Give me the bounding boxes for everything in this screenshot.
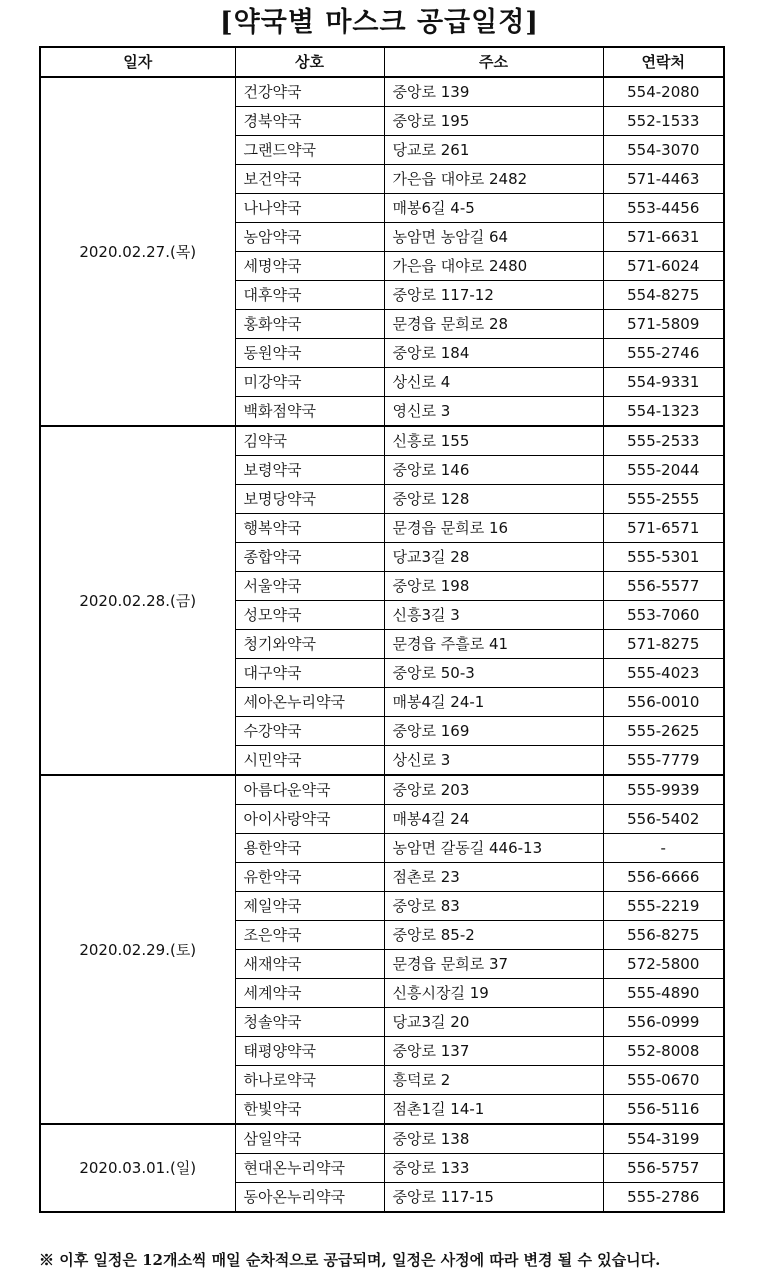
pharmacy-name-cell: 새재약국 bbox=[235, 950, 384, 979]
address-cell: 중앙로 184 bbox=[384, 339, 603, 368]
address-cell: 중앙로 195 bbox=[384, 107, 603, 136]
supply-date-cell: 2020.02.29.(토) bbox=[40, 775, 235, 1124]
pharmacy-name-cell: 세아온누리약국 bbox=[235, 688, 384, 717]
pharmacy-name-cell: 나나약국 bbox=[235, 194, 384, 223]
phone-cell: 552-8008 bbox=[603, 1037, 724, 1066]
phone-cell: 571-6571 bbox=[603, 514, 724, 543]
date-group bbox=[40, 77, 724, 426]
phone-cell: 555-2044 bbox=[603, 456, 724, 485]
phone-cell: 555-2625 bbox=[603, 717, 724, 746]
phone-cell: 556-5402 bbox=[603, 805, 724, 834]
address-cell: 중앙로 137 bbox=[384, 1037, 603, 1066]
phone-cell: 554-3199 bbox=[603, 1124, 724, 1154]
phone-cell: 556-5116 bbox=[603, 1095, 724, 1125]
phone-cell: 555-0670 bbox=[603, 1066, 724, 1095]
phone-cell: 554-1323 bbox=[603, 397, 724, 427]
pharmacy-name-cell: 행복약국 bbox=[235, 514, 384, 543]
pharmacy-name-cell: 삼일약국 bbox=[235, 1124, 384, 1154]
column-header-date: 일자 bbox=[40, 47, 235, 77]
address-cell: 점촌1길 14-1 bbox=[384, 1095, 603, 1125]
phone-cell: 571-6631 bbox=[603, 223, 724, 252]
phone-cell: 571-8275 bbox=[603, 630, 724, 659]
pharmacy-name-cell: 김약국 bbox=[235, 426, 384, 456]
address-cell: 중앙로 128 bbox=[384, 485, 603, 514]
date-group bbox=[40, 775, 724, 1124]
address-cell: 문경읍 문희로 16 bbox=[384, 514, 603, 543]
phone-cell: 555-2555 bbox=[603, 485, 724, 514]
pharmacy-name-cell: 보명당약국 bbox=[235, 485, 384, 514]
address-cell: 점촌로 23 bbox=[384, 863, 603, 892]
pharmacy-name-cell: 백화점약국 bbox=[235, 397, 384, 427]
pharmacy-name-cell: 제일약국 bbox=[235, 892, 384, 921]
pharmacy-name-cell: 농암약국 bbox=[235, 223, 384, 252]
phone-cell: 571-6024 bbox=[603, 252, 724, 281]
table-row bbox=[40, 775, 724, 805]
pharmacy-name-cell: 종합약국 bbox=[235, 543, 384, 572]
column-header-name: 상호 bbox=[235, 47, 384, 77]
phone-cell: 556-0999 bbox=[603, 1008, 724, 1037]
pharmacy-name-cell: 현대온누리약국 bbox=[235, 1154, 384, 1183]
pharmacy-name-cell: 홍화약국 bbox=[235, 310, 384, 339]
pharmacy-name-cell: 미강약국 bbox=[235, 368, 384, 397]
phone-cell: 554-3070 bbox=[603, 136, 724, 165]
column-header-phone: 연락처 bbox=[603, 47, 724, 77]
pharmacy-name-cell: 성모약국 bbox=[235, 601, 384, 630]
address-cell: 신흥로 155 bbox=[384, 426, 603, 456]
table-row bbox=[40, 77, 724, 107]
column-header-address: 주소 bbox=[384, 47, 603, 77]
phone-cell: 571-4463 bbox=[603, 165, 724, 194]
address-cell: 중앙로 138 bbox=[384, 1124, 603, 1154]
phone-cell: 555-9939 bbox=[603, 775, 724, 805]
phone-cell: 556-6666 bbox=[603, 863, 724, 892]
pharmacy-name-cell: 태평양약국 bbox=[235, 1037, 384, 1066]
date-group bbox=[40, 1124, 724, 1212]
address-cell: 당교로 261 bbox=[384, 136, 603, 165]
phone-cell: 555-2533 bbox=[603, 426, 724, 456]
supply-date-cell: 2020.03.01.(일) bbox=[40, 1124, 235, 1212]
pharmacy-name-cell: 보령약국 bbox=[235, 456, 384, 485]
address-cell: 매봉4길 24-1 bbox=[384, 688, 603, 717]
pharmacy-name-cell: 동원약국 bbox=[235, 339, 384, 368]
footnote: ※ 이후 일정은 12개소씩 매일 순차적으로 공급되며, 일정은 사정에 따라 변경 될 수 있습니다. bbox=[39, 1251, 661, 1269]
phone-cell: 556-8275 bbox=[603, 921, 724, 950]
address-cell: 중앙로 83 bbox=[384, 892, 603, 921]
pharmacy-name-cell: 유한약국 bbox=[235, 863, 384, 892]
phone-cell: 552-1533 bbox=[603, 107, 724, 136]
phone-cell: 554-8275 bbox=[603, 281, 724, 310]
phone-cell: 553-7060 bbox=[603, 601, 724, 630]
phone-cell: 555-2219 bbox=[603, 892, 724, 921]
address-cell: 중앙로 139 bbox=[384, 77, 603, 107]
address-cell: 농암면 갈동길 446-13 bbox=[384, 834, 603, 863]
phone-cell: 556-5757 bbox=[603, 1154, 724, 1183]
address-cell: 신흥시장길 19 bbox=[384, 979, 603, 1008]
supply-date-cell: 2020.02.28.(금) bbox=[40, 426, 235, 775]
phone-cell: 554-2080 bbox=[603, 77, 724, 107]
pharmacy-name-cell: 경북약국 bbox=[235, 107, 384, 136]
phone-cell: 554-9331 bbox=[603, 368, 724, 397]
supply-date-cell: 2020.02.27.(목) bbox=[40, 77, 235, 426]
phone-cell: 571-5809 bbox=[603, 310, 724, 339]
address-cell: 상신로 3 bbox=[384, 746, 603, 776]
pharmacy-name-cell: 청솔약국 bbox=[235, 1008, 384, 1037]
address-cell: 당교3길 20 bbox=[384, 1008, 603, 1037]
address-cell: 문경읍 문희로 28 bbox=[384, 310, 603, 339]
pharmacy-name-cell: 청기와약국 bbox=[235, 630, 384, 659]
address-cell: 중앙로 198 bbox=[384, 572, 603, 601]
address-cell: 신흥3길 3 bbox=[384, 601, 603, 630]
phone-cell: 555-4890 bbox=[603, 979, 724, 1008]
pharmacy-name-cell: 동아온누리약국 bbox=[235, 1183, 384, 1213]
pharmacy-name-cell: 아름다운약국 bbox=[235, 775, 384, 805]
address-cell: 당교3길 28 bbox=[384, 543, 603, 572]
address-cell: 중앙로 146 bbox=[384, 456, 603, 485]
date-group bbox=[40, 426, 724, 775]
pharmacy-name-cell: 서울약국 bbox=[235, 572, 384, 601]
pharmacy-schedule-table bbox=[39, 46, 725, 1213]
pharmacy-name-cell: 하나로약국 bbox=[235, 1066, 384, 1095]
pharmacy-name-cell: 시민약국 bbox=[235, 746, 384, 776]
address-cell: 가은읍 대야로 2480 bbox=[384, 252, 603, 281]
pharmacy-name-cell: 한빛약국 bbox=[235, 1095, 384, 1125]
address-cell: 매봉4길 24 bbox=[384, 805, 603, 834]
phone-cell: 555-2746 bbox=[603, 339, 724, 368]
address-cell: 흥덕로 2 bbox=[384, 1066, 603, 1095]
address-cell: 중앙로 203 bbox=[384, 775, 603, 805]
address-cell: 중앙로 50-3 bbox=[384, 659, 603, 688]
address-cell: 매봉6길 4-5 bbox=[384, 194, 603, 223]
pharmacy-name-cell: 용한약국 bbox=[235, 834, 384, 863]
table-row bbox=[40, 1124, 724, 1154]
pharmacy-name-cell: 대구약국 bbox=[235, 659, 384, 688]
pharmacy-name-cell: 세계약국 bbox=[235, 979, 384, 1008]
address-cell: 영신로 3 bbox=[384, 397, 603, 427]
phone-cell: - bbox=[603, 834, 724, 863]
table-header-row bbox=[40, 47, 724, 77]
address-cell: 농암면 농암길 64 bbox=[384, 223, 603, 252]
page-title: [약국별 마스크 공급일정] bbox=[219, 7, 540, 38]
table-row bbox=[40, 426, 724, 456]
pharmacy-name-cell: 보건약국 bbox=[235, 165, 384, 194]
address-cell: 중앙로 169 bbox=[384, 717, 603, 746]
address-cell: 중앙로 133 bbox=[384, 1154, 603, 1183]
pharmacy-name-cell: 건강약국 bbox=[235, 77, 384, 107]
phone-cell: 555-2786 bbox=[603, 1183, 724, 1213]
phone-cell: 572-5800 bbox=[603, 950, 724, 979]
address-cell: 문경읍 주흘로 41 bbox=[384, 630, 603, 659]
pharmacy-name-cell: 그랜드약국 bbox=[235, 136, 384, 165]
address-cell: 중앙로 117-12 bbox=[384, 281, 603, 310]
phone-cell: 556-5577 bbox=[603, 572, 724, 601]
phone-cell: 553-4456 bbox=[603, 194, 724, 223]
address-cell: 중앙로 85-2 bbox=[384, 921, 603, 950]
phone-cell: 556-0010 bbox=[603, 688, 724, 717]
address-cell: 가은읍 대야로 2482 bbox=[384, 165, 603, 194]
phone-cell: 555-4023 bbox=[603, 659, 724, 688]
address-cell: 문경읍 문희로 37 bbox=[384, 950, 603, 979]
pharmacy-name-cell: 세명약국 bbox=[235, 252, 384, 281]
phone-cell: 555-5301 bbox=[603, 543, 724, 572]
address-cell: 중앙로 117-15 bbox=[384, 1183, 603, 1213]
pharmacy-name-cell: 수강약국 bbox=[235, 717, 384, 746]
pharmacy-name-cell: 아이사랑약국 bbox=[235, 805, 384, 834]
pharmacy-name-cell: 조은약국 bbox=[235, 921, 384, 950]
phone-cell: 555-7779 bbox=[603, 746, 724, 776]
pharmacy-name-cell: 대후약국 bbox=[235, 281, 384, 310]
address-cell: 상신로 4 bbox=[384, 368, 603, 397]
